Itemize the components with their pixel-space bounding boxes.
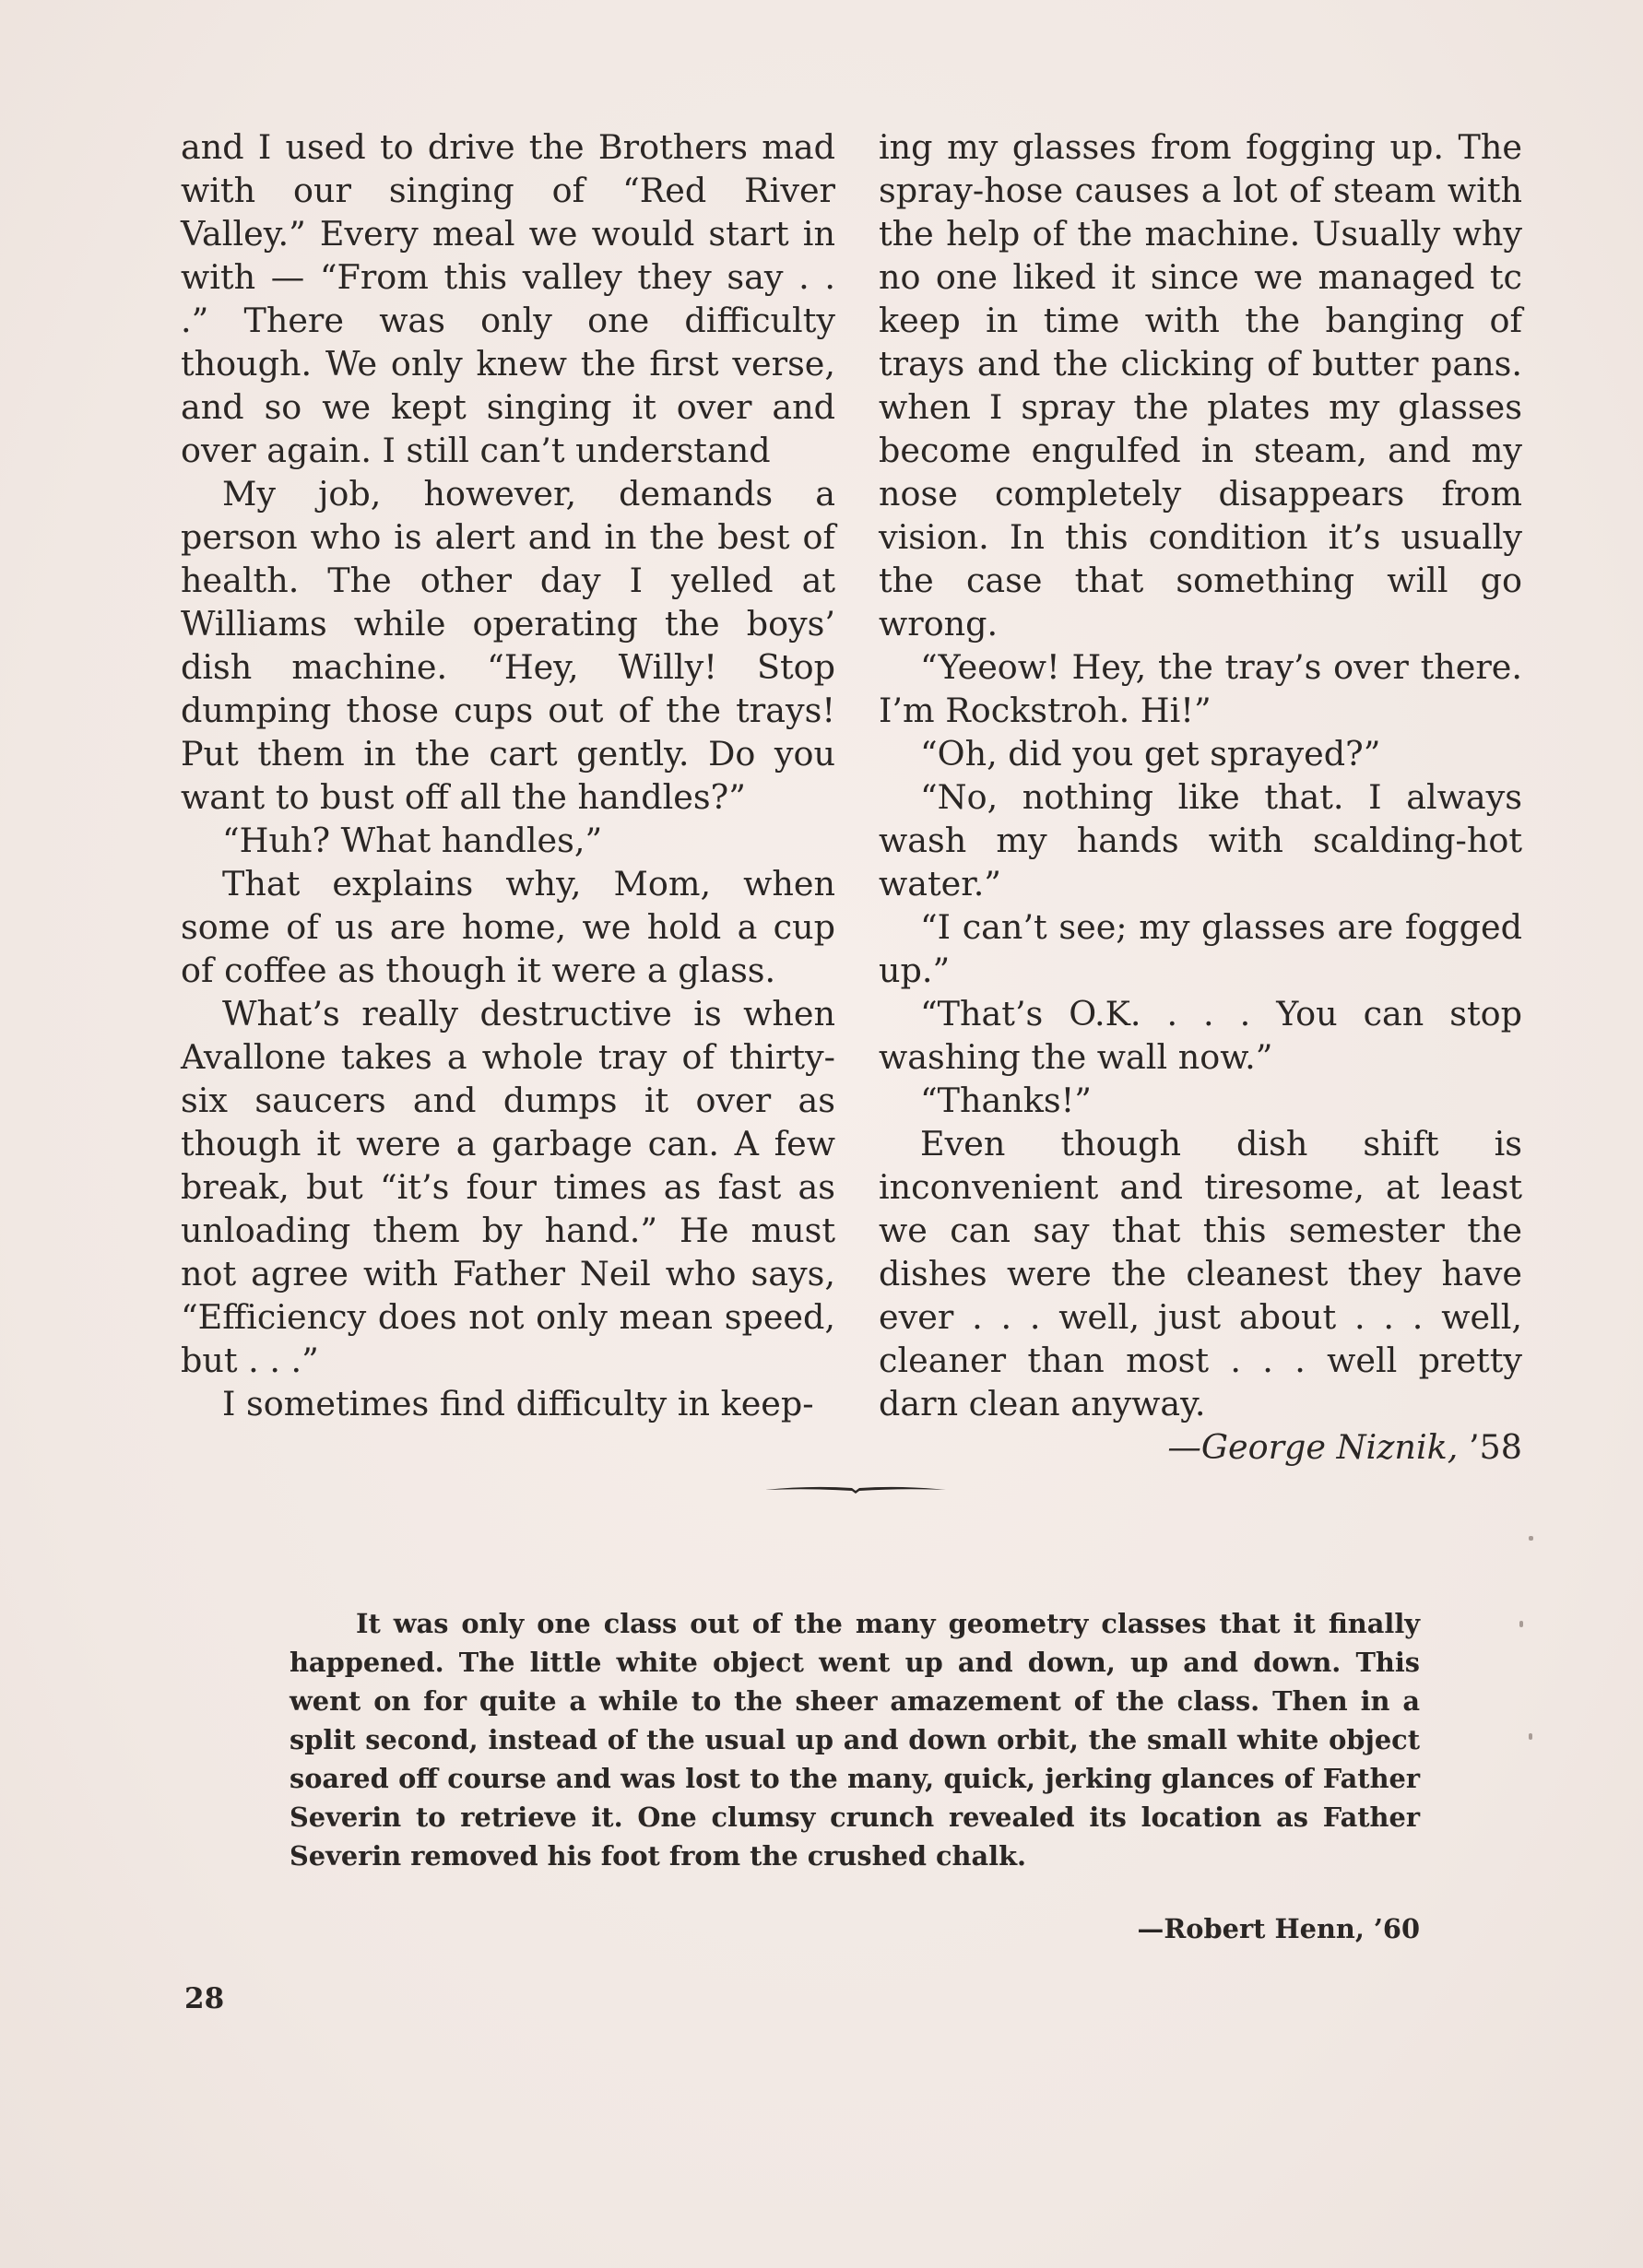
right-paragraph-5: “I can’t see; my glasses are fogged up.”	[879, 907, 1522, 990]
left-paragraph-6: I sometimes find difficulty in keep-	[222, 1384, 814, 1423]
right-paragraph-4: “No, nothing like that. I always wash my hands with scalding-hot water.”	[879, 777, 1522, 904]
right-paragraph-7: “Thanks!”	[920, 1081, 1092, 1120]
paper-speck	[1529, 1733, 1532, 1740]
right-paragraph-1: ing my glasses from fogging up. The spray-hose causes a lot of steam with the help of the machine. Usually why no one liked it since we managed tc keep in time with the banging of trays and the clicking of butter pans. when I spray the plates my glasses become engulfed in steam, and my nose completely disappears from vision. In this condition it’s usually the case that something will go wrong.	[879, 127, 1522, 644]
paper-speck	[1529, 1536, 1533, 1541]
left-paragraph-5: What’s really destructive is when Avallone takes a whole tray of thirty-six saucers and dumps it over as though it were a garbage can. A few break, but “it’s four times as fast as unloading them by hand.” He must not agree with Father Neil who says, “Efficiency does not only mean speed, but . . .”	[181, 994, 835, 1380]
left-paragraph-3: “Huh? What handles,”	[222, 821, 603, 860]
bottom-story	[290, 1604, 1420, 1875]
left-paragraph-4: That explains why, Mom, when some of us are home, we hold a cup of coffee as though it were a glass.	[181, 864, 835, 990]
right-paragraph-8: Even though dish shift is inconvenient and tiresome, at least we can say that this semester the dishes were the cleanest they have ever . . . well, just about . . . well, cleaner than most . . . well pretty darn clean anyway.	[879, 1124, 1522, 1423]
section-divider-ornament	[763, 1482, 948, 1496]
bottom-story-text: It was only one class out of the many geometry classes that it finally happened. The little white object went up and down, up and down. This went on for quite a while to the sheer amazement of the class. Then in a split second, instead of the usual up and down orbit, the small white object soared off course and was lost to the many, quick, jerking glances of Father Severin to retrieve it. One clumsy crunch revealed its location as Father Severin removed his foot from the crushed chalk.	[290, 1608, 1420, 1872]
right-paragraph-3: “Oh, did you get sprayed?”	[920, 734, 1381, 774]
page-number: 28	[184, 1982, 225, 2015]
paper-speck	[1519, 1621, 1523, 1627]
bottom-story-signature: —Robert Henn, ’60	[1137, 1913, 1420, 1944]
author-name: —George Niznik,	[1167, 1427, 1459, 1467]
right-paragraph-2: “Yeeow! Hey, the tray’s over there. I’m Rockstroh. Hi!”	[879, 647, 1522, 730]
author-signature	[879, 1425, 1522, 1469]
right-paragraph-6: “That’s O.K. . . . You can stop washing the wall now.”	[879, 994, 1522, 1077]
author-year: ’58	[1458, 1427, 1522, 1467]
left-paragraph-2: My job, however, demands a person who is alert and in the best of health. The other day I yelled at Williams while operating the boys’ dish machine. “Hey, Willy! Stop dumping those cups out of the trays! Put them in the cart gently. Do you want to bust off all the handles?”	[181, 474, 835, 817]
left-paragraph-1: and I used to drive the Brothers mad with our singing of “Red River Valley.” Every meal we would start in with — “From this valley they say . . .” There was only one difficulty though. We only knew the first verse, and so we kept singing it over and over again. I still can’t understand	[181, 127, 835, 470]
right-column	[879, 125, 1522, 1469]
left-column	[181, 125, 835, 1425]
